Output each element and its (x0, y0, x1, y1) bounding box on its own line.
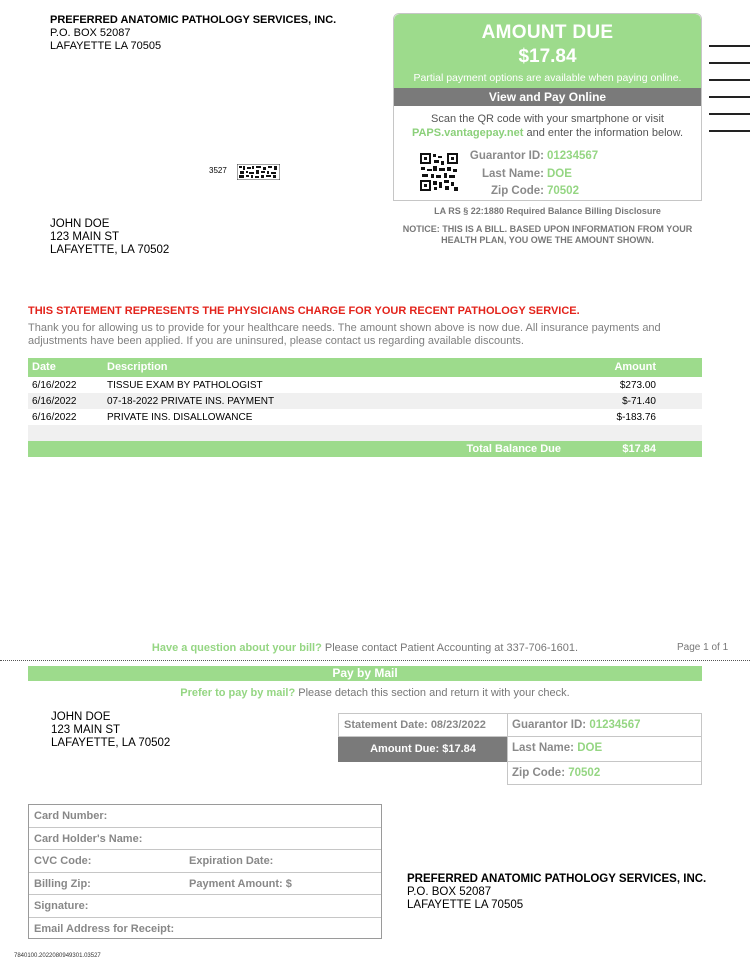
view-and-pay-online-button[interactable]: View and Pay Online (394, 88, 701, 106)
remit-to-line1: P.O. BOX 52087 (407, 886, 492, 898)
recipient-name: JOHN DOE (50, 218, 110, 230)
header-description: Description (107, 361, 168, 373)
expiration-label: Expiration Date: (189, 855, 274, 867)
payment-site-link[interactable]: PAPS.vantagepay.net (411, 127, 524, 139)
contact-rest: Please contact Patient Accounting at 337-706-1601. (321, 642, 579, 654)
mail-zip-value: 70502 (568, 767, 601, 779)
amount-due-title: AMOUNT DUE (481, 22, 614, 43)
table-row (28, 409, 702, 425)
row-description: PRIVATE INS. DISALLOWANCE (107, 412, 253, 423)
remit-recipient-address (51, 711, 170, 750)
mail-note-lead: Prefer to pay by mail? (180, 687, 296, 699)
pay-by-mail-bar: Pay by Mail (28, 666, 702, 681)
remit-to-address (407, 873, 706, 912)
statement-intro: Thank you for allowing us to provide for your healthcare needs. The amount shown above is now due. All insurance payments and adjustments have been applied. If you are uninsured, please contact us regarding available discounts. (28, 322, 661, 347)
sender-name: PREFERRED ANATOMIC PATHOLOGY SERVICES, INC. (50, 14, 337, 26)
signature-field[interactable] (29, 895, 381, 918)
barcode-icon (237, 164, 280, 180)
zip-code-label: Zip Code: (490, 185, 544, 197)
card-holder-label: Card Holder's Name: (34, 832, 143, 845)
amount-due-box (393, 13, 702, 201)
statement-date-box (338, 713, 508, 737)
recipient-address-line1: 123 MAIN ST (50, 231, 120, 243)
contact-lead: Have a question about your bill? (151, 642, 322, 654)
table-row (28, 377, 702, 393)
header-amount: Amount (614, 361, 656, 373)
row-amount: $-71.40 (622, 396, 656, 407)
remit-recipient-name: JOHN DOE (51, 711, 111, 723)
statement-date-value: 08/23/2022 (430, 719, 486, 731)
mail-guarantor-label: Guarantor ID: (512, 719, 587, 731)
disclosure-notice (393, 224, 702, 246)
guarantor-id-label: Guarantor ID: (469, 150, 544, 162)
mail-guarantor-box (507, 713, 702, 737)
row-description: 07-18-2022 PRIVATE INS. PAYMENT (107, 396, 275, 407)
mail-amount-due-box (338, 737, 508, 762)
card-payment-form (28, 804, 382, 939)
amount-due-value: $17.84 (518, 46, 577, 67)
footer-code: 7840100.2022080949301.03527 (14, 953, 101, 959)
email-label: Email Address for Receipt: (34, 922, 175, 935)
amount-due-header (394, 14, 701, 88)
pay-by-mail-note (0, 687, 750, 699)
mail-guarantor-value: 01234567 (589, 719, 641, 731)
mail-note-rest: Please detach this section and return it with your check. (295, 687, 570, 699)
row-date: 6/16/2022 (32, 380, 77, 391)
total-balance-bar (28, 441, 702, 457)
remit-to-line2: LAFAYETTE LA 70505 (407, 899, 524, 911)
sender-address (50, 14, 336, 53)
mail-last-name-value: DOE (577, 742, 603, 754)
disclosure-notice-line1: NOTICE: THIS IS A BILL. BASED UPON INFORMATION FROM YOUR (402, 224, 693, 234)
table-row-empty (28, 425, 702, 441)
mail-zip-box (507, 761, 702, 785)
statement-date-label: Statement Date: (344, 719, 428, 731)
remit-recipient-line1: 123 MAIN ST (51, 724, 121, 736)
scan-instructions (394, 112, 701, 140)
disclosure-title: LA RS § 22:1880 Required Balance Billing Disclosure (434, 206, 661, 216)
row-amount: $273.00 (619, 380, 656, 391)
sender-address-line2: LAFAYETTE LA 70505 (50, 40, 162, 52)
card-number-label: Card Number: (34, 810, 108, 822)
mail-last-name-label: Last Name: (512, 742, 574, 754)
charges-table (28, 358, 702, 441)
remit-recipient-line2: LAFAYETTE, LA 70502 (51, 737, 171, 749)
cvc-expiration-row[interactable] (29, 850, 381, 873)
recipient-address (50, 218, 169, 257)
table-row (28, 393, 702, 409)
table-header (28, 358, 702, 377)
scan-line2: and enter the information below. (523, 127, 684, 139)
disclosure-notice-line2: HEALTH PLAN, YOU OWE THE AMOUNT SHOWN. (441, 235, 654, 245)
zip-amount-row[interactable] (29, 873, 381, 896)
mail-zip-label: Zip Code: (512, 767, 566, 779)
sender-address-line1: P.O. BOX 52087 (50, 27, 131, 39)
remit-to-name: PREFERRED ANATOMIC PATHOLOGY SERVICES, INC. (407, 873, 707, 885)
side-tear-lines (709, 45, 750, 147)
scan-line1: Scan the QR code with your smartphone or visit (431, 113, 664, 125)
statement-headline: THIS STATEMENT REPRESENTS THE PHYSICIANS CHARGE FOR YOUR RECENT PATHOLOGY SERVICE. (28, 305, 580, 317)
last-name-value: DOE (547, 168, 572, 180)
payment-amount-label: Payment Amount: $ (189, 877, 292, 890)
zip-code-value: 70502 (547, 185, 579, 197)
billing-zip-label: Billing Zip: (34, 877, 91, 890)
detach-line (0, 660, 750, 661)
card-number-field[interactable] (29, 805, 381, 828)
cvc-label: CVC Code: (34, 855, 92, 867)
row-amount: $-183.76 (616, 412, 656, 423)
row-date: 6/16/2022 (32, 396, 77, 407)
recipient-address-line2: LAFAYETTE, LA 70502 (50, 244, 170, 256)
row-description: TISSUE EXAM BY PATHOLOGIST (107, 380, 263, 391)
signature-label: Signature: (34, 900, 89, 912)
last-name-label: Last Name: (482, 168, 544, 180)
header-date: Date (32, 361, 56, 373)
qr-code-icon (419, 152, 459, 192)
mail-amount-due-label: Amount Due: (370, 743, 440, 755)
mail-amount-due-value: $17.84 (442, 743, 476, 755)
card-holder-field[interactable] (29, 828, 381, 851)
barcode-number: 3527 (209, 166, 227, 175)
total-balance-value: $17.84 (622, 443, 656, 455)
page-number: Page 1 of 1 (677, 642, 729, 653)
guarantor-id-value: 01234567 (547, 150, 599, 162)
contact-line (0, 642, 730, 654)
row-date: 6/16/2022 (32, 412, 77, 423)
email-field[interactable] (29, 918, 381, 941)
partial-payment-note: Partial payment options are available when paying online. (413, 72, 682, 84)
mail-last-name-box (507, 736, 702, 762)
total-balance-label: Total Balance Due (466, 443, 561, 455)
